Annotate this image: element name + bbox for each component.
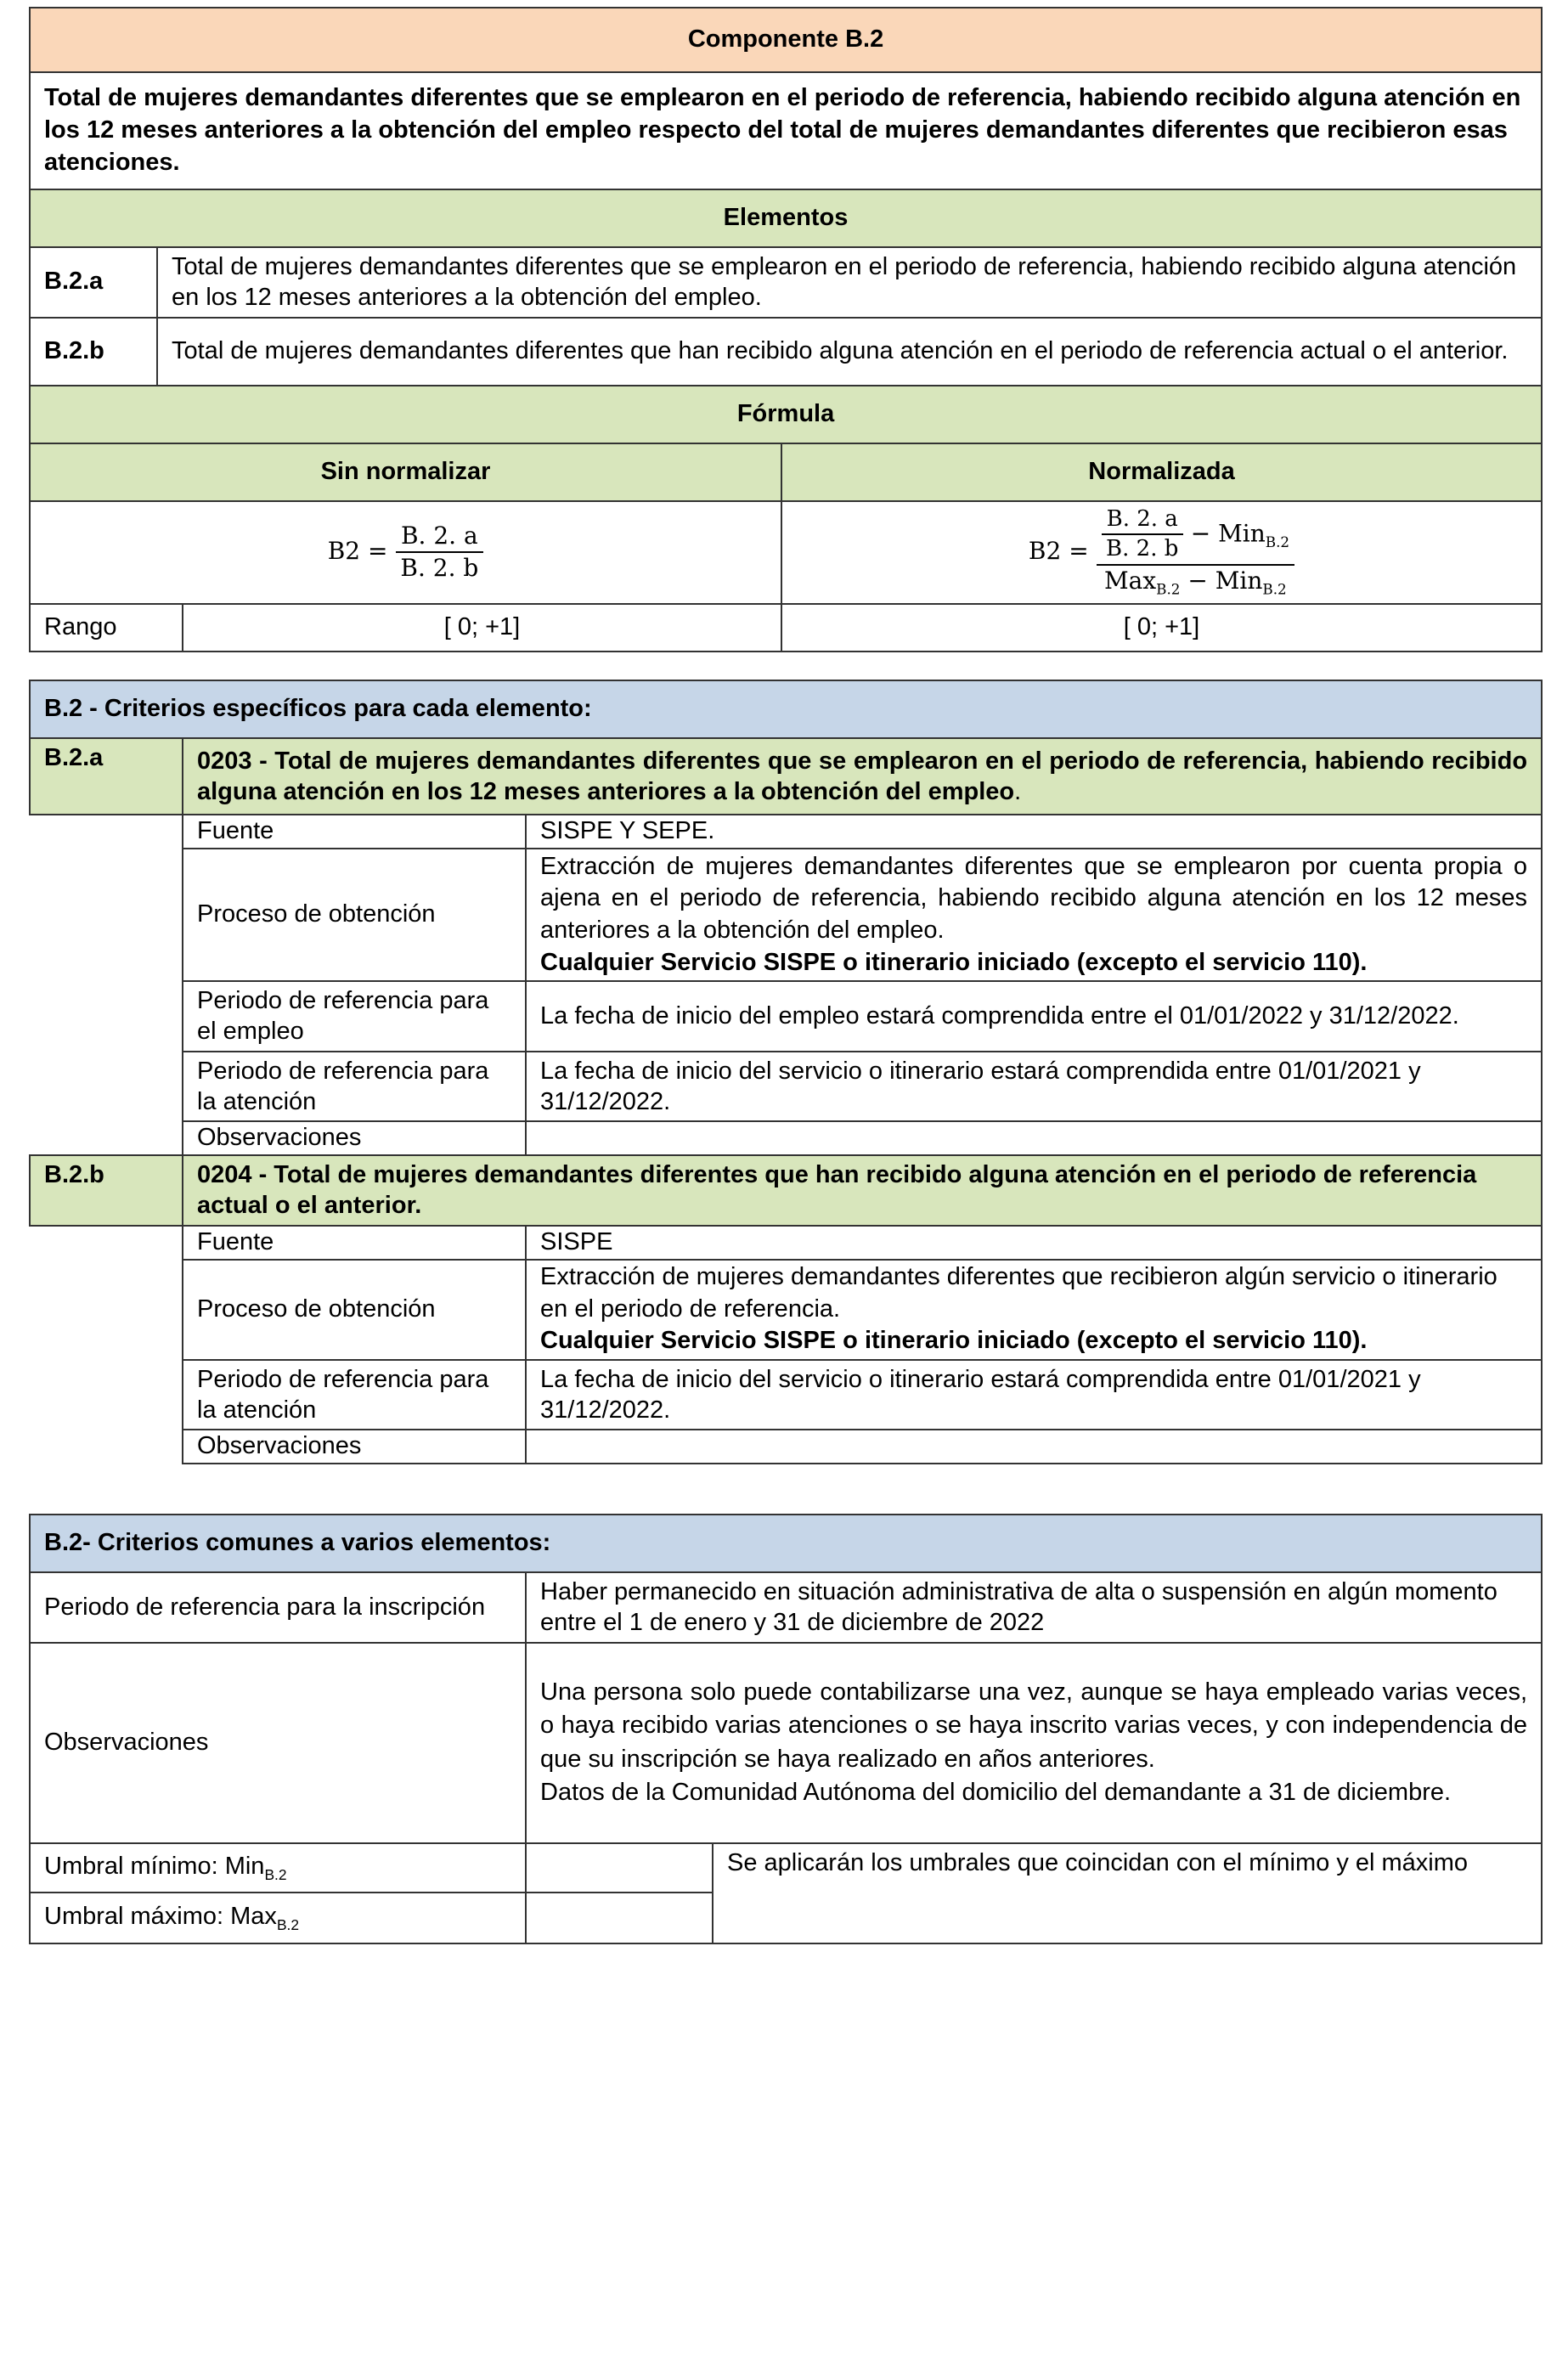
criterios-especificos-header: B.2 - Criterios específicos para cada elemento: (30, 680, 1542, 738)
criterios-comunes-table (29, 1514, 1543, 1944)
umbral-maximo-text: Umbral máximo: Max (44, 1902, 277, 1930)
observaciones-text-1: Una persona solo puede contabilizarse una vez, aunque se haya empleado varias veces, o haya recibido varias atenciones o se haya inscrito varias veces, y con independencia de que su inscripción se haya realizado en años anteriores. (540, 1678, 1528, 1773)
b-periodo-atencion-label: Periodo de referencia para la atención (183, 1360, 526, 1430)
componente-title: Componente B.2 (30, 8, 1542, 72)
formula-raw (30, 501, 781, 604)
a-observaciones-value (526, 1121, 1542, 1155)
formula-norm-min2-sub: B.2 (1262, 580, 1287, 598)
a-periodo-atencion-label: Periodo de referencia para la atención (183, 1052, 526, 1122)
umbral-minimo-value (526, 1843, 713, 1893)
criterios-comunes-header: B.2- Criterios comunes a varios elementos: (30, 1515, 1542, 1572)
indent-spacer (30, 1052, 183, 1122)
a-proceso-value (526, 849, 1542, 981)
formula-raw-num: B. 2. a (396, 521, 483, 553)
rango-value-raw: [ 0; +1] (183, 604, 781, 652)
a-proceso-label: Proceso de obtención (183, 849, 526, 981)
observaciones-text-2: Datos de la Comunidad Autónoma del domicilio del demandante a 31 de diciembre. (540, 1778, 1452, 1806)
indent-spacer (30, 1121, 183, 1155)
indent-spacer (30, 1430, 183, 1464)
element-a-title (183, 738, 1542, 815)
formula-raw-den: B. 2. b (400, 554, 479, 582)
indent-spacer (30, 1360, 183, 1430)
umbral-minimo-label (30, 1843, 526, 1893)
observaciones-label: Observaciones (30, 1643, 526, 1843)
a-periodo-empleo-label: Periodo de referencia para el empleo (183, 981, 526, 1052)
element-text: Total de mujeres demandantes diferentes que se emplearon en el periodo de referencia, habiendo recibido alguna atención en los 12 meses anteriores a la obtención del empleo. (157, 247, 1542, 318)
a-proceso-bold: Cualquier Servicio SISPE o itinerario iniciado (excepto el servicio 110). (540, 948, 1368, 976)
a-observaciones-label: Observaciones (183, 1121, 526, 1155)
b-proceso-text: Extracción de mujeres demandantes diferentes que recibieron algún servicio o itinerario en el periodo de referencia. (540, 1262, 1497, 1323)
b-proceso-bold: Cualquier Servicio SISPE o itinerario iniciado (excepto el servicio 110). (540, 1327, 1368, 1355)
normalizada-header: Normalizada (781, 443, 1542, 501)
periodo-inscripcion-value: Haber permanecido en situación administrativa de alta o suspensión en algún momento entre el 1 de enero y 31 de diciembre de 2022 (526, 1572, 1542, 1643)
element-b-title: 0204 - Total de mujeres demandantes diferentes que han recibido alguna atención en el periodo de referencia actual o el anterior. (183, 1155, 1542, 1226)
formula-norm-max-sub: B.2 (1156, 580, 1181, 598)
indent-spacer (30, 1226, 183, 1260)
formula-norm-fraction (1097, 505, 1295, 600)
a-fuente-label: Fuente (183, 815, 526, 849)
indent-spacer (30, 849, 183, 981)
elementos-header: Elementos (30, 189, 1542, 247)
element-code: B.2.a (30, 247, 157, 318)
b-fuente-label: Fuente (183, 1226, 526, 1260)
a-periodo-atencion-value: La fecha de inicio del servicio o itinerario estará comprendida entre 01/01/2021 y 31/12/2022. (526, 1052, 1542, 1122)
b-fuente-value: SISPE (526, 1226, 1542, 1260)
indent-spacer (30, 1260, 183, 1360)
formula-raw-lhs: B2 = (327, 536, 388, 565)
formula-norm-inner-den: B. 2. b (1106, 536, 1179, 562)
rango-value-normalized: [ 0; +1] (781, 604, 1542, 652)
formula-normalized (781, 501, 1542, 604)
componente-description: Total de mujeres demandantes diferentes que se emplearon en el periodo de referencia, habiendo recibido alguna atención en los 12 meses anteriores a la obtención del empleo respecto del total de mujeres demandantes diferentes que recibieron esas atenciones. (30, 72, 1542, 189)
formula-raw-fraction (395, 521, 483, 584)
indent-spacer (30, 815, 183, 849)
b-periodo-atencion-value: La fecha de inicio del servicio o itinerario estará comprendida entre 01/01/2021 y 31/12/2022. (526, 1360, 1542, 1430)
formula-norm-max: Max (1103, 567, 1157, 595)
formula-norm-lhs: B2 = (1028, 536, 1089, 565)
element-text: Total de mujeres demandantes diferentes que han recibido alguna atención en el periodo de referencia actual o el anterior. (157, 318, 1542, 386)
a-proceso-text: Extracción de mujeres demandantes diferentes que se emplearon por cuenta propia o ajena en el periodo de referencia, habiendo recibido alguna atención en los 12 meses anteriores a la obtención del empleo. (540, 852, 1528, 944)
b-observaciones-label: Observaciones (183, 1430, 526, 1464)
sin-normalizar-header: Sin normalizar (30, 443, 781, 501)
umbral-maximo-label (30, 1893, 526, 1943)
a-fuente-value: SISPE Y SEPE. (526, 815, 1542, 849)
element-b-code: B.2.b (30, 1155, 183, 1226)
formula-norm-inner-fraction (1102, 505, 1183, 565)
formula-norm-inner-num: B. 2. a (1102, 505, 1183, 536)
element-a-code: B.2.a (30, 738, 183, 815)
criterios-especificos-table (29, 680, 1543, 1464)
element-a-title-end: . (1014, 778, 1022, 805)
element-code: B.2.b (30, 318, 157, 386)
b-observaciones-value (526, 1430, 1542, 1464)
umbral-maximo-sub: B.2 (276, 1915, 300, 1933)
umbral-note: Se aplicarán los umbrales que coincidan con el mínimo y el máximo (713, 1843, 1542, 1943)
formula-header: Fórmula (30, 386, 1542, 443)
formula-norm-minus-min: − Min (1190, 518, 1266, 547)
formula-norm-min2: − Min (1187, 567, 1263, 595)
observaciones-value (526, 1643, 1542, 1843)
element-a-title-text: 0203 - Total de mujeres demandantes diferentes que se emplearon en el periodo de referencia, habiendo recibido alguna atención en los 12 meses anteriores a la obtención del empleo (197, 747, 1528, 805)
b-proceso-value (526, 1260, 1542, 1360)
umbral-minimo-sub: B.2 (264, 1865, 287, 1883)
periodo-inscripcion-label: Periodo de referencia para la inscripción (30, 1572, 526, 1643)
rango-label: Rango (30, 604, 183, 652)
componente-table (29, 7, 1543, 652)
umbral-maximo-value (526, 1893, 713, 1943)
a-periodo-empleo-value: La fecha de inicio del empleo estará comprendida entre el 01/01/2022 y 31/12/2022. (526, 981, 1542, 1052)
umbral-minimo-text: Umbral mínimo: Min (44, 1852, 265, 1880)
formula-norm-min-sub: B.2 (1265, 533, 1290, 550)
indent-spacer (30, 981, 183, 1052)
b-proceso-label: Proceso de obtención (183, 1260, 526, 1360)
